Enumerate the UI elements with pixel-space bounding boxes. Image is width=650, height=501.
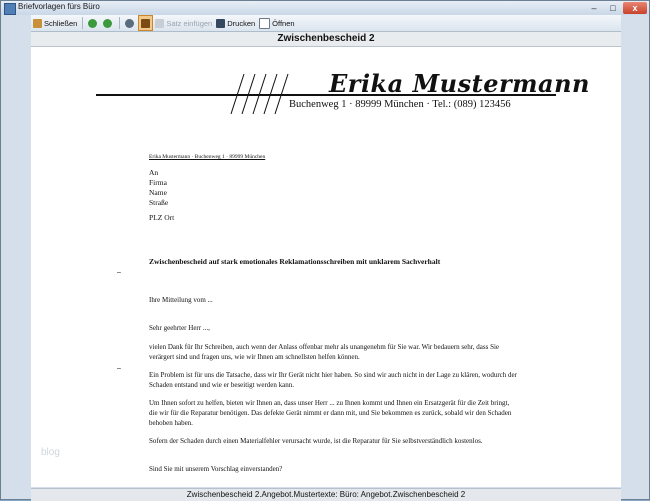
sender-line: Erika Mustermann · Buchenweg 1 · 89999 München <box>149 154 266 160</box>
close-label: Schließen <box>44 18 78 28</box>
print-button[interactable] <box>214 16 257 30</box>
arrow-right-icon <box>103 19 112 28</box>
body-paragraph: vielen Dank für Ihr Schreiben, auch wenn der Anlass offenbar mehr als unangenehm für Sie war. Wir bedauern sehr, dass Sie verärgert sind und fragen uns, wie wir Ihnen am schnellsten helfen können. <box>149 343 500 361</box>
arrow-left-icon <box>88 19 97 28</box>
body-paragraph: Sofern der Schaden durch einen Materialfehler verursacht wurde, ist die Reparatur für Sie selbstverständlich kostenlos. <box>149 437 483 445</box>
document-page[interactable] <box>31 47 621 487</box>
status-bar: Zwischenbescheid 2.Angebot.Mustertexte: Büro: Angebot.Zwischenbescheid 2 <box>31 488 621 501</box>
recipient-block <box>149 168 168 208</box>
watermark: blog <box>41 447 60 458</box>
recipient-line: Straße <box>149 198 169 207</box>
forward-button[interactable] <box>101 16 116 30</box>
insert-sentence-button[interactable] <box>153 16 214 30</box>
toolbar-divider <box>119 17 120 29</box>
print-label: Drucken <box>227 18 256 28</box>
reference-line: Ihre Mitteilung vom ... <box>149 296 213 304</box>
toolbar-divider <box>82 17 83 29</box>
toolbar <box>31 15 621 32</box>
globe-icon <box>125 19 134 28</box>
body-paragraph: Ein Problem ist für uns die Tatsache, dass wir Ihr Gerät nicht hier haben. So sind wir auch nicht in der Lage zu klären, wodurch der Schaden entstand und wie er beseitigt werden kann. <box>149 371 517 389</box>
view-button[interactable] <box>123 16 138 30</box>
printer-icon <box>216 19 225 28</box>
close-doc-icon <box>33 19 42 28</box>
salutation: Sehr geehrter Herr ..., <box>149 324 210 332</box>
insert-icon <box>155 19 164 28</box>
insert-label: Satz einfügen <box>166 18 213 28</box>
bookmark-icon <box>141 19 150 28</box>
close-button[interactable] <box>31 16 79 30</box>
open-button[interactable] <box>257 16 296 30</box>
bookmark-button[interactable] <box>138 15 153 31</box>
maximize-button[interactable]: □ <box>610 3 616 13</box>
subject-line: Zwischenbescheid auf stark emotionales Reklamationsschreiben mit unklarem Sachverhalt <box>149 257 441 266</box>
open-label: Öffnen <box>272 18 295 28</box>
app-icon <box>4 3 16 15</box>
close-window-button[interactable]: x <box>623 2 647 14</box>
title-bar[interactable] <box>1 1 649 15</box>
document-heading: Zwischenbescheid 2 <box>31 32 621 47</box>
fold-mark: – <box>117 269 121 276</box>
recipient-line: Name <box>149 188 167 197</box>
recipient-plz-ort: PLZ Ort <box>149 213 175 222</box>
document-icon <box>259 18 270 29</box>
recipient-line: An <box>149 168 159 177</box>
letterhead-address: Buchenweg 1 · 89999 München · Tel.: (089) 123456 <box>289 99 511 110</box>
closing-question: Sind Sie mit unserem Vorschlag einverstanden? <box>149 465 283 473</box>
fold-mark: – <box>117 365 121 372</box>
back-button[interactable] <box>86 16 101 30</box>
minimize-button[interactable]: – <box>591 3 597 13</box>
window-title: Briefvorlagen fürs Büro <box>18 2 100 11</box>
letterhead-name: Erika Mustermann <box>329 69 590 98</box>
recipient-line: Firma <box>149 178 167 187</box>
body-paragraph: Um Ihnen sofort zu helfen, bieten wir Ihnen an, dass unser Herr ... zu Ihnen kommt und Ihnen ein Ersatzgerät für die Zeit bringt, die wir für die Reparatur benötigen. Das defekte Gerät nimmt er dann mit, und Sie bekommen es zurück, sobald wir den Schaden behoben haben. <box>149 399 512 427</box>
